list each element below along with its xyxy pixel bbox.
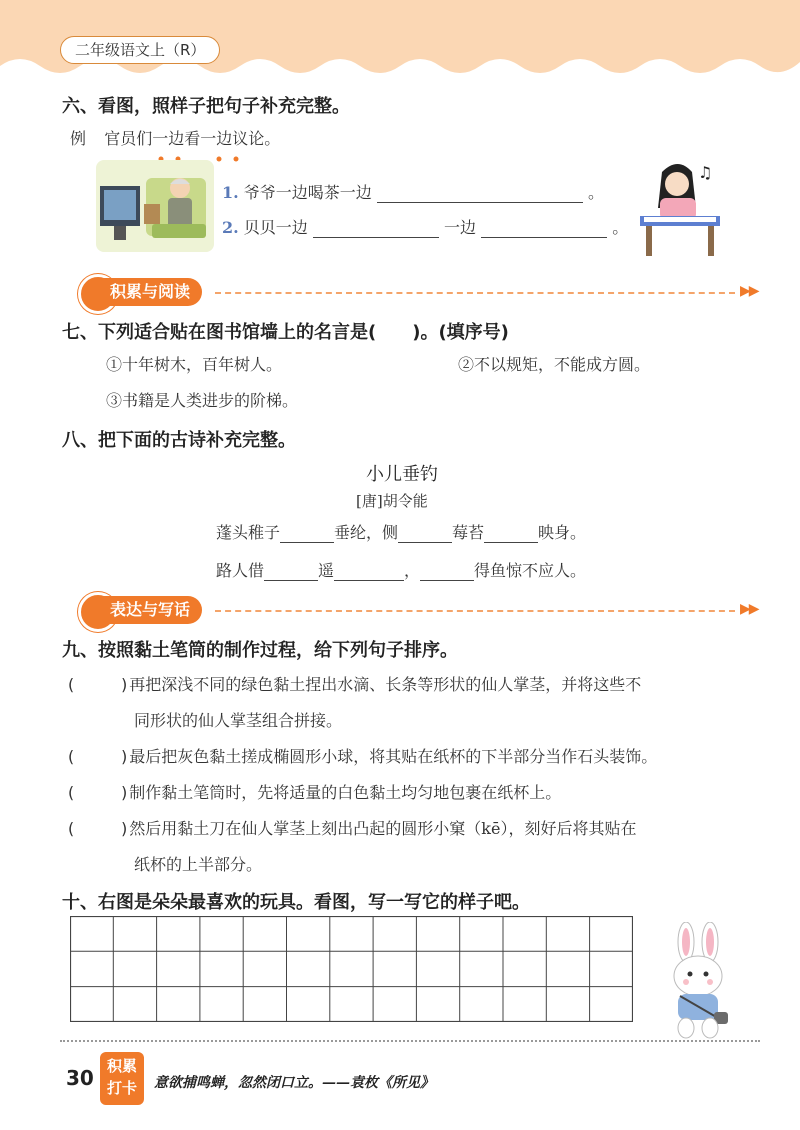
item-2-number: 2. xyxy=(222,218,239,237)
question-6-title: 六、看图，照样子把句子补充完整。 xyxy=(62,96,350,117)
q9-sentence-1 xyxy=(66,672,776,695)
poem-l1-b: 垂纶，侧 xyxy=(334,523,399,542)
poem-line-2 xyxy=(216,558,586,581)
sentence-1-line-2: 同形状的仙人掌茎组合拼接。 xyxy=(134,711,343,730)
q7-option-3: ③书籍是人类进步的阶梯。 xyxy=(106,391,299,410)
footer-quote: 意欲捕鸣蝉，忽然闭口立。——袁枚《所见》 xyxy=(154,1075,434,1091)
poem-blank-6[interactable] xyxy=(420,562,474,581)
poem-title: 小儿垂钓 xyxy=(366,464,438,485)
arrow-icon: ▶▶ xyxy=(740,601,758,617)
item-1-text: 爷爷一边喝茶一边 xyxy=(243,183,372,202)
q7-option-2: ②不以规矩，不能成方圆。 xyxy=(458,355,651,374)
example-mark: 例 xyxy=(70,129,87,148)
page-number: 30 xyxy=(66,1066,94,1090)
card-line-2: 打卡 xyxy=(106,1079,137,1097)
grandpa-tea-illustration xyxy=(96,160,214,252)
q9-sentence-4 xyxy=(66,816,776,839)
poem-blank-4[interactable] xyxy=(264,562,318,581)
poem-l1-a: 蓬头稚子 xyxy=(216,523,281,542)
writing-grid[interactable] xyxy=(70,916,633,1022)
sentence-1-line-1: 再把深浅不同的绿色黏土捏出水滴、长条等形状的仙人掌茎，并将这些不 xyxy=(129,675,642,694)
poem-blank-2[interactable] xyxy=(398,524,452,543)
q7-option-1: ①十年树木，百年树人。 xyxy=(106,355,283,374)
card-line-1: 积累 xyxy=(106,1057,137,1075)
paren-open: ( xyxy=(66,819,76,838)
poem-l2-b: 遥 xyxy=(318,561,335,580)
paren-close: ) xyxy=(119,675,130,694)
poem-line-1 xyxy=(216,520,586,543)
example-text: 官员们一边看一边议论。 xyxy=(104,129,281,148)
poem-l2-d: 得鱼惊不应人。 xyxy=(474,561,587,580)
poem-l2-a: 路人借 xyxy=(216,561,265,580)
daily-card-badge xyxy=(100,1052,144,1105)
item-1-number: 1. xyxy=(222,183,239,202)
question-8-title: 八、把下面的古诗补充完整。 xyxy=(62,430,296,451)
question-7-title: 七、下列适合贴在图书馆墙上的名言是( )。(填序号) xyxy=(62,322,509,343)
paren-close: ) xyxy=(119,819,130,838)
q6-item-1 xyxy=(222,180,604,203)
section-1-label: 积累与阅读 xyxy=(100,278,202,306)
girl-piano-illustration xyxy=(630,158,730,258)
poem-author: [唐]胡令能 xyxy=(356,492,428,510)
item-1-end: 。 xyxy=(588,183,605,202)
section-2-dash xyxy=(215,610,735,612)
section-2-label: 表达与写话 xyxy=(100,596,202,624)
grade-tag: 二年级语文上（R） xyxy=(60,36,220,64)
item-2-blank-1[interactable] xyxy=(313,219,439,238)
q6-item-2 xyxy=(222,215,628,238)
poem-blank-5[interactable] xyxy=(334,562,404,581)
sentence-2: 最后把灰色黏土搓成椭圆形小球，将其贴在纸杯的下半部分当作石头装饰。 xyxy=(129,747,658,766)
item-2-blank-2[interactable] xyxy=(481,219,607,238)
svg-text:♫: ♫ xyxy=(698,163,713,182)
item-2-text-a: 贝贝一边 xyxy=(243,218,308,237)
paren-close: ) xyxy=(119,783,130,802)
poem-blank-1[interactable] xyxy=(280,524,334,543)
arrow-icon: ▶▶ xyxy=(740,283,758,299)
bunny-toy-illustration xyxy=(656,922,742,1046)
question-10-title: 十、右图是朵朵最喜欢的玩具。看图，写一写它的样子吧。 xyxy=(62,892,530,913)
footer-divider xyxy=(60,1040,760,1042)
sentence-3: 制作黏土笔筒时，先将适量的白色黏土均匀地包裹在纸杯上。 xyxy=(129,783,562,802)
item-2-end: 。 xyxy=(612,218,629,237)
paren-close: ) xyxy=(119,747,130,766)
section-express-write xyxy=(40,596,760,626)
q9-sentence-2 xyxy=(66,744,776,767)
section-accumulate-read xyxy=(40,278,760,308)
item-1-blank[interactable] xyxy=(377,184,583,203)
question-9-title: 九、按照黏土笔筒的制作过程，给下列句子排序。 xyxy=(62,640,458,661)
poem-l2-c: ， xyxy=(404,561,421,580)
paren-open: ( xyxy=(66,675,76,694)
paren-open: ( xyxy=(66,747,76,766)
section-1-dash xyxy=(215,292,735,294)
sentence-4-line-2: 纸杯的上半部分。 xyxy=(134,855,263,874)
poem-l1-d: 映身。 xyxy=(538,523,587,542)
sentence-4-line-1: 然后用黏土刀在仙人掌茎上刻出凸起的圆形小窠（kē），刻好后将其贴在 xyxy=(129,819,637,838)
q9-sentence-3 xyxy=(66,780,776,803)
poem-blank-3[interactable] xyxy=(484,524,538,543)
poem-l1-c: 莓苔 xyxy=(452,523,485,542)
item-2-text-b: 一边 xyxy=(444,218,477,237)
paren-open: ( xyxy=(66,783,76,802)
q6-example xyxy=(70,126,280,149)
